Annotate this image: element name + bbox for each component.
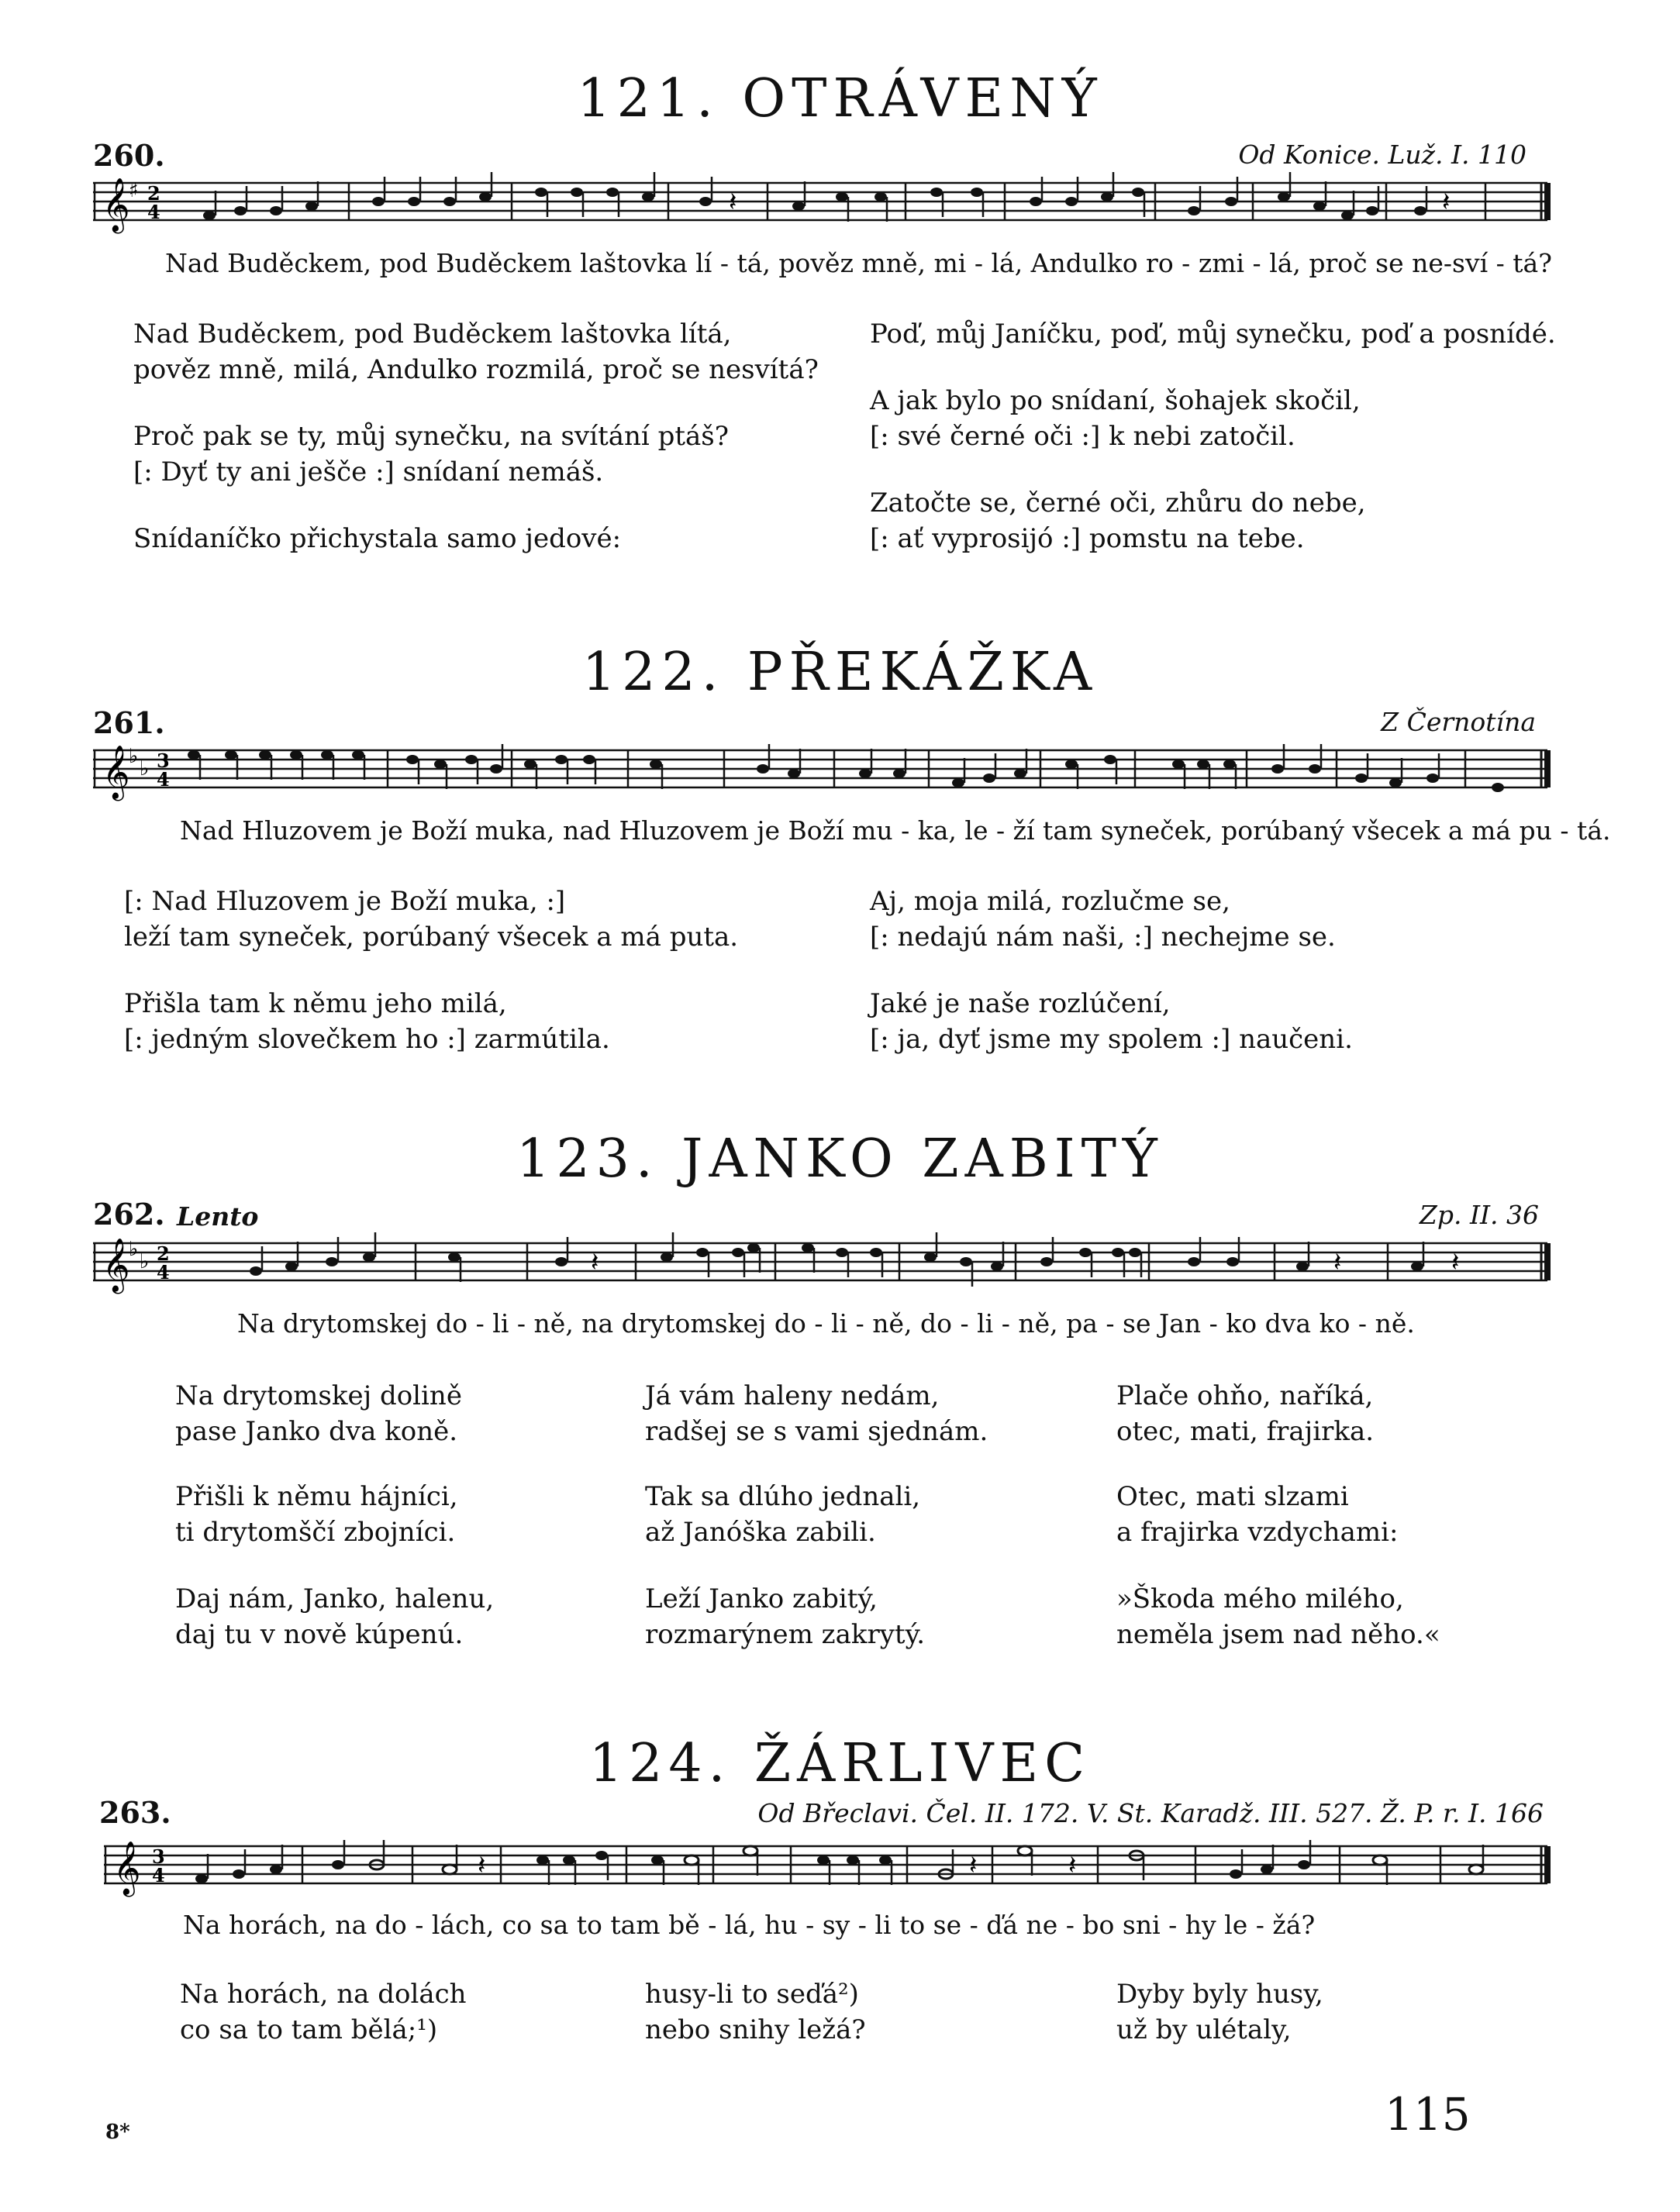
- treble-clef-icon: 𝄞: [102, 1238, 130, 1292]
- tune-number: 263.: [99, 1795, 171, 1830]
- lyrics-line: Na horách, na do - lách, co sa to tam bě - lá, hu - sy - li to se - ďá ne - bo sni - hy le - žá?: [183, 1910, 1316, 1940]
- verse: Na horách, na dolách co sa to tam bělá;¹): [180, 1979, 467, 2045]
- verse: [: Nad Hluzovem je Boží muka, :] leží tam syneček, porúbaný všecek a má puta.: [124, 886, 739, 953]
- verse: Já vám haleny nedám, radšej se s vami sjednám.: [645, 1380, 988, 1447]
- treble-clef-icon: 𝄞: [102, 745, 130, 799]
- verse: Aj, moja milá, rozlučme se, [: nedajú nám naši, :] nechejme se.: [870, 886, 1336, 953]
- verse: Poď, můj Janíčku, poď, můj synečku, poď a posnídé.: [870, 319, 1556, 350]
- svg-text:4: 4: [157, 768, 170, 791]
- verse: Přišli k němu hájníci, ti drytomščí zbojníci.: [175, 1481, 458, 1548]
- verse: Daj nám, Janko, halenu, daj tu v nově kúpenú.: [175, 1583, 495, 1650]
- svg-text:♭: ♭: [129, 745, 139, 768]
- lyrics-line: Nad Buděckem, pod Buděckem laštovka lí - tá, pověz mně, mi - lá, Andulko ro - zmi - lá, proč se ne-sví - tá?: [165, 248, 1552, 278]
- svg-text:4: 4: [152, 1864, 165, 1886]
- treble-clef-icon: 𝄞: [102, 177, 130, 232]
- tune-number: 261.: [93, 705, 165, 740]
- svg-text:𝄽: 𝄽: [1068, 1850, 1077, 1881]
- verse: Nad Buděckem, pod Buděckem laštovka lítá, pověz mně, milá, Andulko rozmilá, proč se nesvítá?: [133, 319, 819, 385]
- music-staff: [93, 1229, 1551, 1299]
- song-title: 123. JANKO ZABITÝ: [516, 1128, 1164, 1190]
- treble-clef-icon: 𝄞: [113, 1841, 141, 1895]
- verse: Plače ohňo, naříká, otec, mati, frajirka.: [1116, 1380, 1375, 1447]
- svg-text:2: 2: [157, 1242, 170, 1265]
- verse: husy-li to seďá²) nebo snihy ležá?: [645, 1979, 866, 2045]
- verse: Otec, mati slzami a frajirka vzdychami:: [1116, 1481, 1399, 1548]
- tune-number: 262.: [93, 1197, 165, 1232]
- verse: Přišla tam k němu jeho milá, [: jedným slovečkem ho :] zarmútila.: [124, 988, 610, 1055]
- svg-text:♭: ♭: [129, 1238, 139, 1261]
- svg-text:𝄽: 𝄽: [1442, 187, 1451, 218]
- verse: Leží Janko zabitý, rozmarýnem zakrytý.: [645, 1583, 926, 1650]
- song-title: 122. PŘEKÁŽKA: [581, 642, 1099, 703]
- svg-text:𝄽: 𝄽: [1451, 1247, 1460, 1278]
- svg-text:♭: ♭: [140, 1250, 150, 1273]
- signature-mark: 8*: [105, 2121, 130, 2144]
- verse: Jaké je naše rozlúčení, [: ja, dyť jsme my spolem :] naučeni.: [870, 988, 1353, 1055]
- svg-text:𝄽: 𝄽: [729, 187, 737, 218]
- tempo-marking: Lento: [177, 1201, 259, 1232]
- verse: A jak bylo po snídaní, šohajek skočil, [: své černé oči :] k nebi zatočil.: [870, 385, 1361, 452]
- page-number: 115: [1385, 2088, 1471, 2141]
- verse: »Škoda mého milého, neměla jsem nad něho.«: [1116, 1583, 1440, 1650]
- song-title: 121. OTRÁVENÝ: [577, 68, 1103, 129]
- music-staff: [93, 736, 1551, 806]
- verse: Tak sa dlúho jednali, až Janóška zabili.: [645, 1481, 921, 1548]
- verse: Dyby byly husy, už by ulétaly,: [1116, 1979, 1323, 2045]
- svg-text:3: 3: [157, 749, 170, 772]
- svg-text:4: 4: [157, 1261, 170, 1283]
- svg-text:3: 3: [152, 1845, 165, 1868]
- tune-source: Zp. II. 36: [1419, 1200, 1539, 1230]
- verse: Zatočte se, černé oči, zhůru do nebe, [: ať vyprosijó :] pomstu na tebe.: [870, 488, 1366, 554]
- verse: Snídaníčko přichystala samo jedové:: [133, 523, 622, 554]
- svg-text:4: 4: [147, 201, 160, 223]
- tune-number: 260.: [93, 138, 165, 173]
- svg-text:♭: ♭: [140, 757, 150, 780]
- verse: Na drytomskej dolině pase Janko dva koně.: [175, 1380, 462, 1447]
- lyrics-line: Nad Hluzovem je Boží muka, nad Hluzovem je Boží mu - ka, le - ží tam syneček, porúbaný všecek a má pu - tá.: [180, 815, 1611, 846]
- svg-text:𝄽: 𝄽: [1333, 1247, 1342, 1278]
- svg-text:2: 2: [147, 182, 160, 205]
- tune-source: Z Černotína: [1381, 707, 1536, 737]
- lyrics-line: Na drytomskej do - li - ně, na drytomskej do - li - ně, do - li - ně, pa - se Jan - ko dva ko - ně.: [237, 1308, 1415, 1339]
- svg-text:♯: ♯: [129, 179, 139, 202]
- music-staff: [93, 169, 1551, 239]
- svg-text:𝄽: 𝄽: [478, 1850, 486, 1881]
- svg-text:𝄽: 𝄽: [969, 1850, 978, 1881]
- tune-source: Od Konice. Luž. I. 110: [1238, 140, 1526, 170]
- verse: Proč pak se ty, můj synečku, na svítání ptáš? [: Dyť ty ani ješče :] snídaní nemáš.: [133, 421, 729, 488]
- song-title: 124. ŽÁRLIVEC: [588, 1733, 1092, 1794]
- svg-text:𝄽: 𝄽: [591, 1247, 599, 1278]
- tune-source: Od Břeclavi. Čel. II. 172. V. St. Karadž. III. 527. Ž. P. r. I. 166: [757, 1798, 1544, 1828]
- music-staff: [93, 1832, 1551, 1902]
